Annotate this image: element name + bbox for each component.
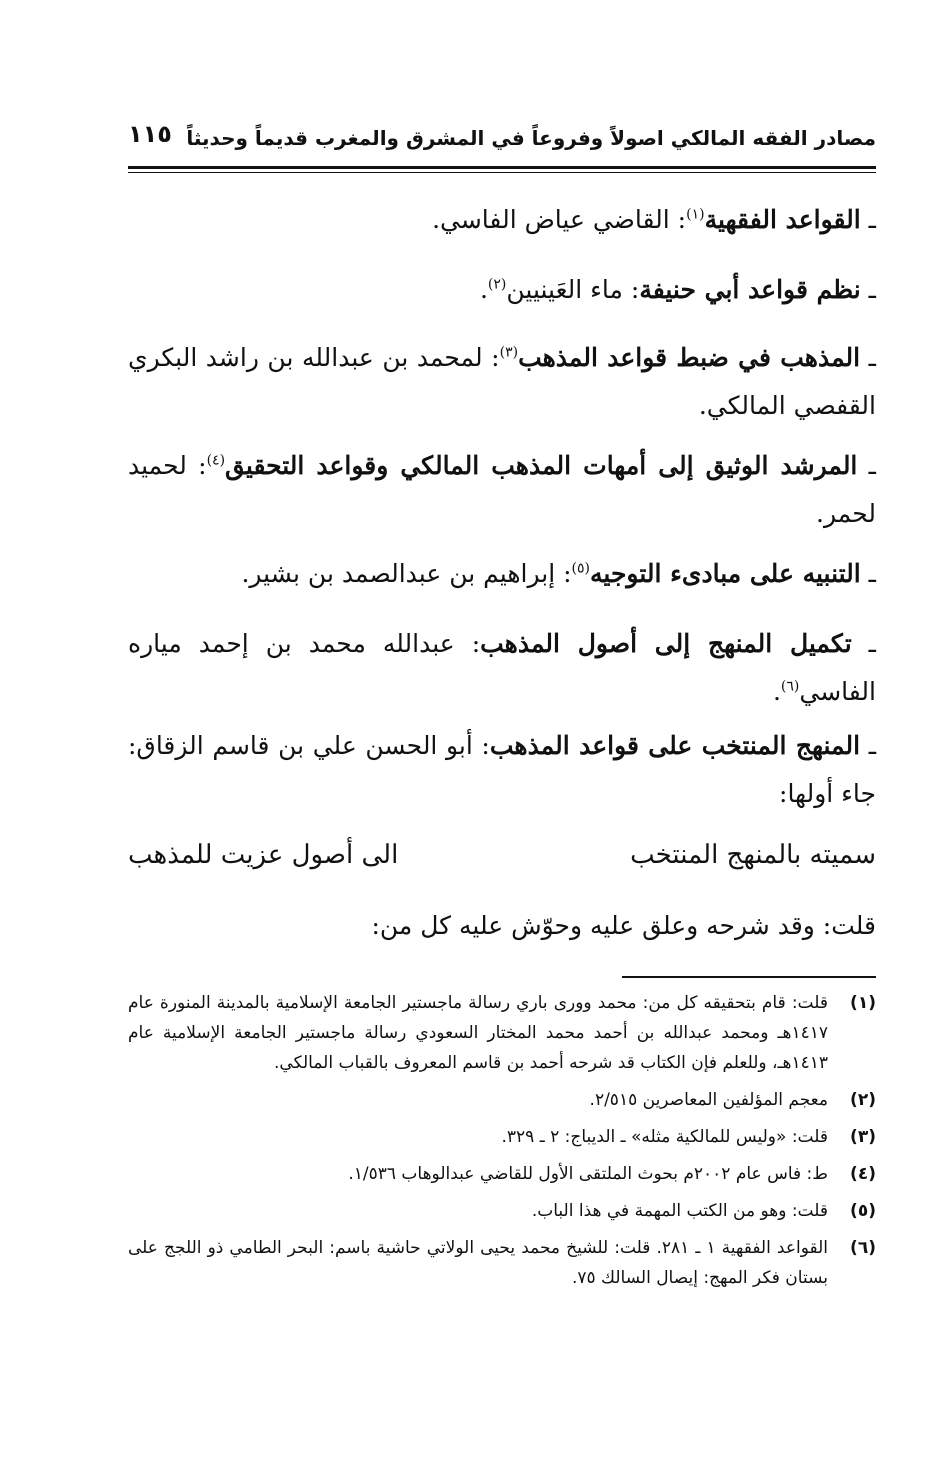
verse-hemistich-second: الى أصول عزيت للمذهب <box>128 840 399 870</box>
entry-qawaid-fiqhiya: ـ القواعد الفقهية$^{(١)}$: القاضي عياض الفاسي. <box>432 205 876 234</box>
footnote-item <box>128 1196 876 1226</box>
running-title: مصادر الفقه المالكي اصولاً وفروعاً في المشرق والمغرب قديماً وحديثاً <box>186 126 876 150</box>
footnote-number: (٦) <box>850 1238 876 1258</box>
header-rule-thin <box>128 172 876 173</box>
entry-takmil-manhaj: ـ تكميل المنهج إلى أصول المذهب: عبدالله محمد بن إحمد مياره الفاسي$^{(٦)}$. <box>128 629 876 706</box>
footnote-ref: (٣) <box>499 344 519 361</box>
entry-title: تكميل المنهج إلى أصول المذهب <box>480 629 852 658</box>
footnote-item <box>128 1233 876 1293</box>
closing-statement: قلت: وقد شرحه وعلق عليه وحوّش عليه كل من: <box>371 911 876 940</box>
footnote-ref: (٤) <box>206 452 226 469</box>
footnote-text: قلت: «وليس للمالكية مثله» ـ الديباج: ٢ ـ ٣٢٩. <box>501 1127 828 1147</box>
footnote-text: قلت: قام بتحقيقه كل من: محمد وورى باري رسالة ماجستير الجامعة الإسلامية بالمدينة المنورة عام ١٤١٧هـ ومحمد عبدالله بن أحمد محمد المختار السعودي رسالة ماجستير الجامعة الإسلامية عام ١٤١٣هـ، وللعلم فإن الكتاب قد شرحه أحمد بن قاسم المعروف بالقباب المالكي. <box>128 993 828 1073</box>
footnote-separator <box>622 976 876 978</box>
footnote-item <box>128 988 876 1078</box>
entry-tanbih: ـ التنبيه على مبادىء التوجيه$^{(٥)}$: إبراهيم بن عبدالصمد بن بشير. <box>241 559 876 588</box>
running-header <box>128 118 876 154</box>
verse-hemistich-first: سميته بالمنهج المنتخب <box>630 840 876 870</box>
entry-title: المنهج المنتخب على قواعد المذهب <box>489 731 861 760</box>
footnote-text: القواعد الفقهية ١ ـ ٢٨١. قلت: للشيخ محمد يحيى الولاتي حاشية باسم: البحر الطامي ذو اللجج على بستان فكر المهج: إيصال السالك ٧٥. <box>128 1238 828 1288</box>
footnote-number: (٣) <box>850 1127 876 1147</box>
entry-title: نظم قواعد أبي حنيفة <box>639 275 861 304</box>
footnote-ref: (١) <box>686 206 705 223</box>
entry-madhhab-dabt: ـ المذهب في ضبط قواعد المذهب$^{(٣)}$: لمحمد بن عبدالله بن راشد البكري القفصي المالكي. <box>128 343 876 420</box>
header-rule-thick <box>128 166 876 169</box>
footnote-text: ط: فاس عام ٢٠٠٢م بحوث الملتقى الأول للقاضي عبدالوهاب ١/٥٣٦. <box>348 1164 828 1184</box>
footnote-item <box>128 1122 876 1152</box>
entry-title: التنبيه على مبادىء التوجيه <box>590 559 861 588</box>
footnote-number: (٤) <box>850 1164 876 1184</box>
footnote-text: قلت: وهو من الكتب المهمة في هذا الباب. <box>531 1201 828 1221</box>
poem-verse <box>128 832 876 882</box>
footnote-number: (٥) <box>850 1201 876 1221</box>
entry-murshid-wathiq: ـ المرشد الوثيق إلى أمهات المذهب المالكي وقواعد التحقيق$^{(٤)}$: لحميد لحمر. <box>128 451 876 528</box>
footnotes <box>128 988 876 1300</box>
footnote-number: (١) <box>850 993 876 1013</box>
footnote-ref: (٥) <box>571 560 590 577</box>
entry-title: المذهب في ضبط قواعد المذهب <box>518 343 861 372</box>
entry-title: القواعد الفقهية <box>704 205 861 234</box>
footnote-item <box>128 1159 876 1189</box>
entry-manhaj-muntakhab: ـ المنهج المنتخب على قواعد المذهب: أبو الحسن علي بن قاسم الزقاق: جاء أولها: <box>128 731 877 808</box>
entry-nazm-qawaid: ـ نظم قواعد أبي حنيفة: ماء العَينيين$^{(٢)}$. <box>479 275 876 304</box>
entry-title: المرشد الوثيق إلى أمهات المذهب المالكي وقواعد التحقيق <box>225 451 858 480</box>
footnote-text: معجم المؤلفين المعاصرين ٢/٥١٥. <box>589 1090 828 1110</box>
footnote-ref: (٢) <box>487 276 507 293</box>
page-number: ١١٥ <box>128 120 172 148</box>
footnote-item <box>128 1085 876 1115</box>
footnote-ref: (٦) <box>780 678 800 695</box>
footnote-number: (٢) <box>850 1090 876 1110</box>
